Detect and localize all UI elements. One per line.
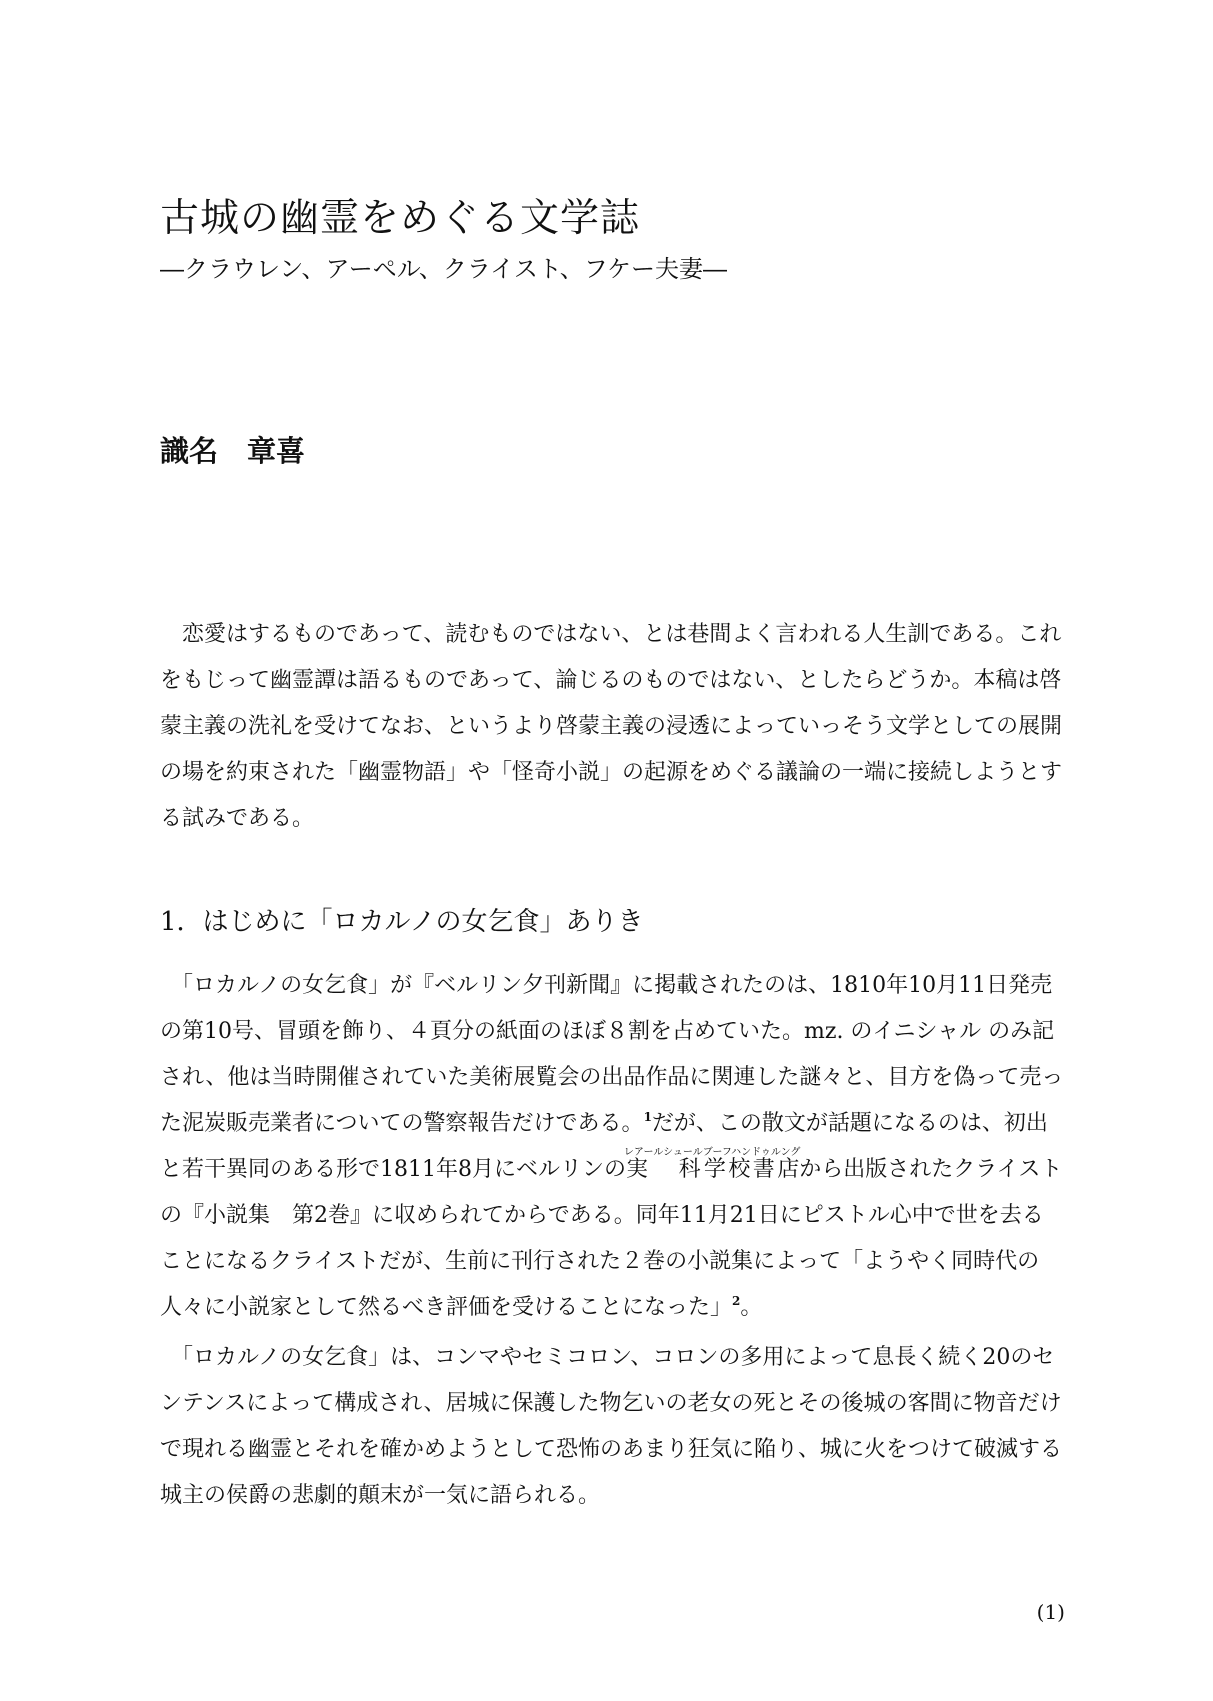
body-paragraph-1-part-c: から出版されたクライストの『小説集 第2巻』に収められてからである。同年11月21日にピストル心中で世を去ることになるクライストだが、生前に刊行された２巻の小説集によって「ようやく同時代の人々に小説家として然るべき評価を受けることになった」 <box>160 1157 1063 1320</box>
body-text <box>160 963 1065 1519</box>
ruby-jikka <box>623 1147 703 1182</box>
body-paragraph-1-part-d: 。 <box>740 1295 763 1320</box>
paper-title: 古城の幽霊をめぐる文学誌 <box>160 196 641 241</box>
body-paragraph-1 <box>160 963 1065 1331</box>
author-name: 識名 章喜 <box>160 434 306 468</box>
ruby-gakko-shoten-base: 学校書店 <box>702 1157 801 1182</box>
abstract <box>160 612 1065 842</box>
body-paragraph-1-part-a: 「ロカルノの女乞食」が『ベルリン夕刊新聞』に掲載されたのは、1810年10月11日発売の第10号、冒頭を飾り、４頁分の紙面のほぼ８割を占めていた。mz. のイニシャル のみ記され、他は当時開催されていた美術展覧会の出品作品に関連した謎々と、目方を偽って売った泥炭販売業者についての警察報告だけである。 <box>160 973 1064 1136</box>
section-heading: 1．はじめに「ロカルノの女乞食」ありき <box>160 907 644 937</box>
ruby-jikka-reading: レアールシュール <box>623 1147 703 1158</box>
ruby-jikka-base: 実 科 <box>623 1157 703 1182</box>
abstract-paragraph: 恋愛はするものであって、読むものではない、とは巷間よく言われる人生訓である。これをもじって幽霊譚は語るものであって、論じるのものではない、としたらどうか。本稿は啓蒙主義の洗礼を受けてなお、というより啓蒙主義の浸透によっていっそう文学としての展開の場を約束された「幽霊物語」や「怪奇小説」の起源をめぐる議論の一端に接続しようとする試みである。 <box>160 622 1063 831</box>
footnote-marker-1: 1 <box>643 1110 652 1124</box>
page-number: (1) <box>1036 1600 1065 1624</box>
footnote-marker-2: 2 <box>732 1294 741 1308</box>
paper-subtitle: ―クラウレン、アーペル、クライスト、フケー夫妻― <box>160 255 727 283</box>
ruby-gakko-shoten-reading: ブーフハンドゥルング <box>702 1147 801 1158</box>
body-paragraph-2: 「ロカルノの女乞食」は、コンマやセミコロン、コロンの多用によって息長く続く20のセンテンスによって構成され、居城に保護した物乞いの老女の死とその後城の客間に物音だけで現れる幽霊とそれを確かめようとして恐怖のあまり狂気に陥り、城に火をつけて破滅する城主の侯爵の悲劇的顛末が一気に語られる。 <box>160 1345 1063 1508</box>
body-paragraph-1-part-b: だが、この散文が話題になるのは、初出と若干異同のある形で1811年8月にベルリンの <box>160 1111 1048 1182</box>
ruby-gakko-shoten <box>702 1147 801 1182</box>
